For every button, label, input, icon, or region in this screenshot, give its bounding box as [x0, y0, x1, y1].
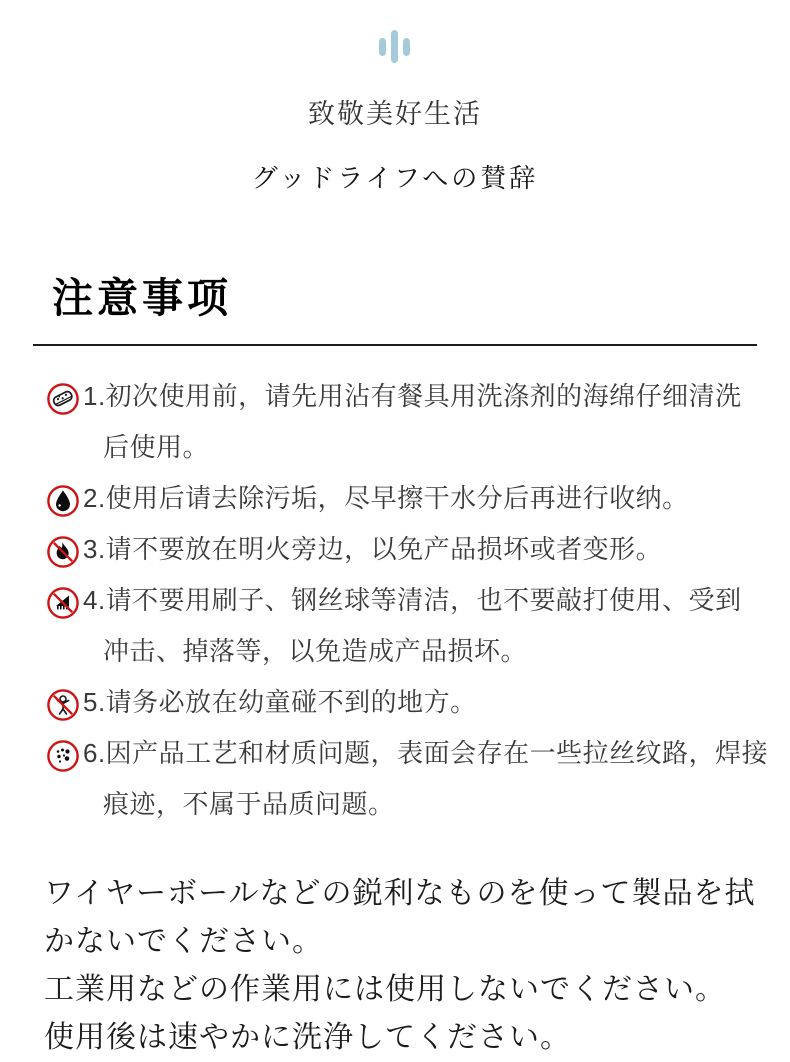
notice-line: 4.请不要用刷子、钢丝球等清洁，也不要敲打使用、受到 [83, 585, 742, 615]
surface-dots-icon [47, 738, 79, 770]
list-item [47, 524, 762, 575]
jp-note [44, 870, 790, 1062]
notice-line: 6.因产品工艺和材质问题，表面会存在一些拉丝纹路，焊接 [83, 738, 769, 768]
cn-slogan: 致敬美好生活 [308, 99, 482, 129]
notice-line: 后使用。 [103, 432, 210, 462]
notice-line: 3.请不要放在明火旁边，以免产品损坏或者变形。 [83, 534, 663, 564]
no-wire-brush-icon [47, 585, 79, 617]
notice-line: 冲击、掉落等，以免造成产品损坏。 [103, 636, 528, 666]
sponge-icon [47, 381, 79, 413]
notice-list [47, 371, 769, 830]
list-item [47, 473, 762, 524]
notice-line: 2.使用后请去除污垢，尽早擦干水分后再进行收纳。 [83, 483, 689, 513]
notice-line: 1.初次使用前，请先用沾有餐具用洗涤剂的海绵仔细清洗 [83, 381, 742, 411]
notice-line: 痕迹，不属于品质问题。 [103, 789, 395, 819]
list-item [47, 575, 762, 677]
jp-note-line: ワイヤーボールなどの鋭利なものを使って製品を拭 [44, 877, 756, 910]
jp-note-line: 工業用などの作業用には使用しないでください。 [44, 973, 726, 1006]
no-open-flame-icon [47, 534, 79, 566]
list-item [47, 677, 762, 728]
list-item [47, 728, 769, 830]
notice-line: 5.请务必放在幼童碰不到的地方。 [83, 687, 477, 717]
section-divider [33, 344, 757, 346]
jp-slogan: グッドライフへの賛辞 [251, 163, 539, 193]
jp-note-line: 使用後は速やかに洗浄してください。 [44, 1021, 571, 1054]
keep-away-from-children-icon [47, 687, 79, 719]
section-title: 注意事项 [52, 275, 232, 321]
water-droplet-icon [47, 483, 79, 515]
header [0, 0, 790, 195]
jp-note-line: かないでください。 [44, 925, 323, 958]
equalizer-bars-icon [376, 27, 414, 65]
list-item [47, 371, 762, 473]
